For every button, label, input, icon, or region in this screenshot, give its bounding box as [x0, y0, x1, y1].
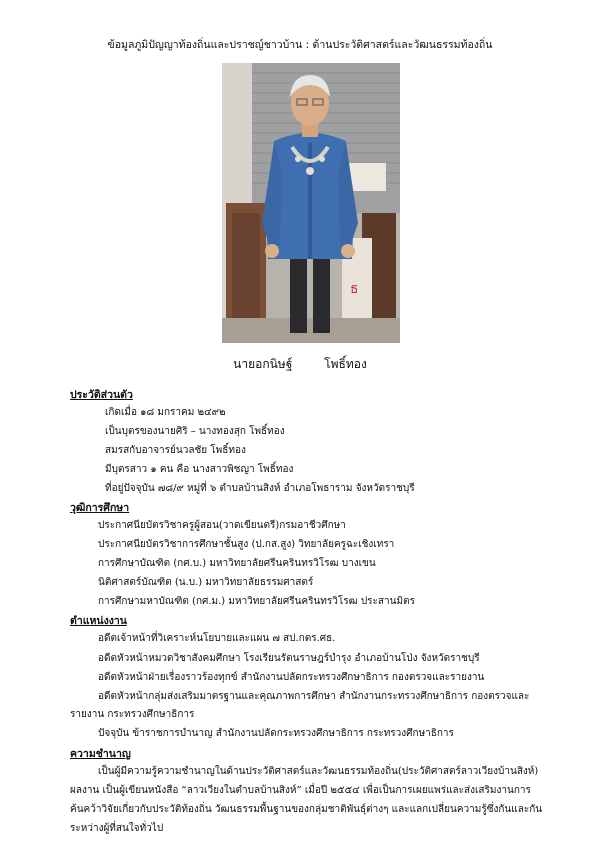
svg-text:ธ: ธ: [350, 281, 359, 297]
expertise-line: ค้นคว้าวิจัยเกี่ยวกับประวัติท้องถิ่น วัฒนธรรมพื้นฐานของกลุ่มชาติพันธุ์ต่างๆ และแลกเปลี่ยนความรู้ซึ่งกันและกัน: [70, 804, 543, 815]
position-line: อดีตหัวหน้าฝ่ายเรื่องราวร้องทุกข์ สำนักงานปลัดกระทรวงศึกษาธิการ กองตรวจและรายงาน: [98, 672, 485, 683]
person-last-name: โพธิ์ทอง: [324, 357, 367, 371]
position-line: อดีตหัวหน้ากลุ่มส่งเสริมมาตรฐานและคุณภาพการศึกษา สำนักงานกระทรวงศึกษาธิการ กองตรวจและ: [98, 691, 530, 702]
position-line: อดีตหัวหน้าหมวดวิชาสังคมศึกษา โรงเรียนรัตนราษฎร์บำรุง อำเภอบ้านโป่ง จังหวัดราชบุรี: [98, 653, 480, 664]
person-first-name: นายอกนิษฐ์: [233, 357, 293, 371]
education-line: ประกาศนียบัตรวิชาครูผู้สอน(วาดเขียนตรี)กรมอาชีวศึกษา: [98, 520, 346, 531]
education-line: การศึกษามหาบัณฑิต (กศ.ม.) มหาวิทยาลัยศรีนครินทรวิโรฒ ประสานมิตร: [98, 596, 415, 607]
page-header: ข้อมูลภูมิปัญญาท้องถิ่นและปราชญ์ชาวบ้าน : ด้านประวัติศาสตร์และวัฒนธรรมท้องถิ่น: [107, 39, 493, 51]
person-name: [0, 355, 600, 374]
section-title-education: วุฒิการศึกษา: [70, 502, 130, 514]
bio-line: เกิดเมื่อ ๑๘ มกราคม ๒๔๙๒: [105, 407, 226, 418]
education-line: นิติศาสตร์บัณฑิต (น.บ.) มหาวิทยาลัยธรรมศาสตร์: [98, 577, 314, 588]
position-line: อดีตเจ้าหน้าที่วิเคราะห์นโยบายและแผน ๗ สป.กตร.ศธ.: [98, 633, 336, 644]
expertise-line: ระหว่างผู้ที่สนใจทั่วไป: [70, 823, 164, 834]
education-line: การศึกษาบัณฑิต (กศ.บ.) มหาวิทยาลัยศรีนครินทรวิโรฒ บางเขน: [98, 558, 376, 569]
section-title-positions: ตำแหน่งงาน: [70, 615, 127, 627]
bio-line: ที่อยู่ปัจจุบัน ๗๘/๙ หมู่ที่ ๖ ตำบลบ้านสิงห์ อำเภอโพธาราม จังหวัดราชบุรี: [105, 483, 415, 494]
position-line: รายงาน กระทรวงศึกษาธิการ: [70, 709, 195, 720]
position-line: ปัจจุบัน ข้าราชการบำนาญ สำนักงานปลัดกระทรวงศึกษาธิการ กระทรวงศึกษาธิการ: [98, 728, 454, 739]
section-title-expertise: ความชำนาญ: [70, 748, 131, 760]
bio-line: สมรสกับอาจารย์นวลชัย โพธิ์ทอง: [105, 445, 246, 456]
portrait-photo: [222, 63, 400, 343]
expertise-line: เป็นผู้มีความรู้ความชำนาญในด้านประวัติศาสตร์และวัฒนธรรมท้องถิ่น(ประวัติศาสตร์ลาวเวียงบ้านสิงห์): [98, 766, 539, 777]
bio-line: เป็นบุตรของนายศิริ – นางทองสุก โพธิ์ทอง: [105, 426, 285, 437]
bio-line: มีบุตรสาว ๑ คน คือ นางสาวพิชญา โพธิ์ทอง: [105, 464, 294, 475]
expertise-line: ผลงาน เป็นผู้เขียนหนังสือ “ลาวเวียงในตำบลบ้านสิงห์” เมื่อปี ๒๕๕๔ เพื่อเป็นการเผยแพร่และส่งเสริมงานการ: [70, 785, 531, 796]
section-title-bio: ประวัติส่วนตัว: [70, 389, 133, 401]
education-line: ประกาศนียบัตรวิชาการศึกษาชั้นสูง (ป.กส.สูง) วิทยาลัยครูฉะเชิงเทรา: [98, 539, 395, 550]
